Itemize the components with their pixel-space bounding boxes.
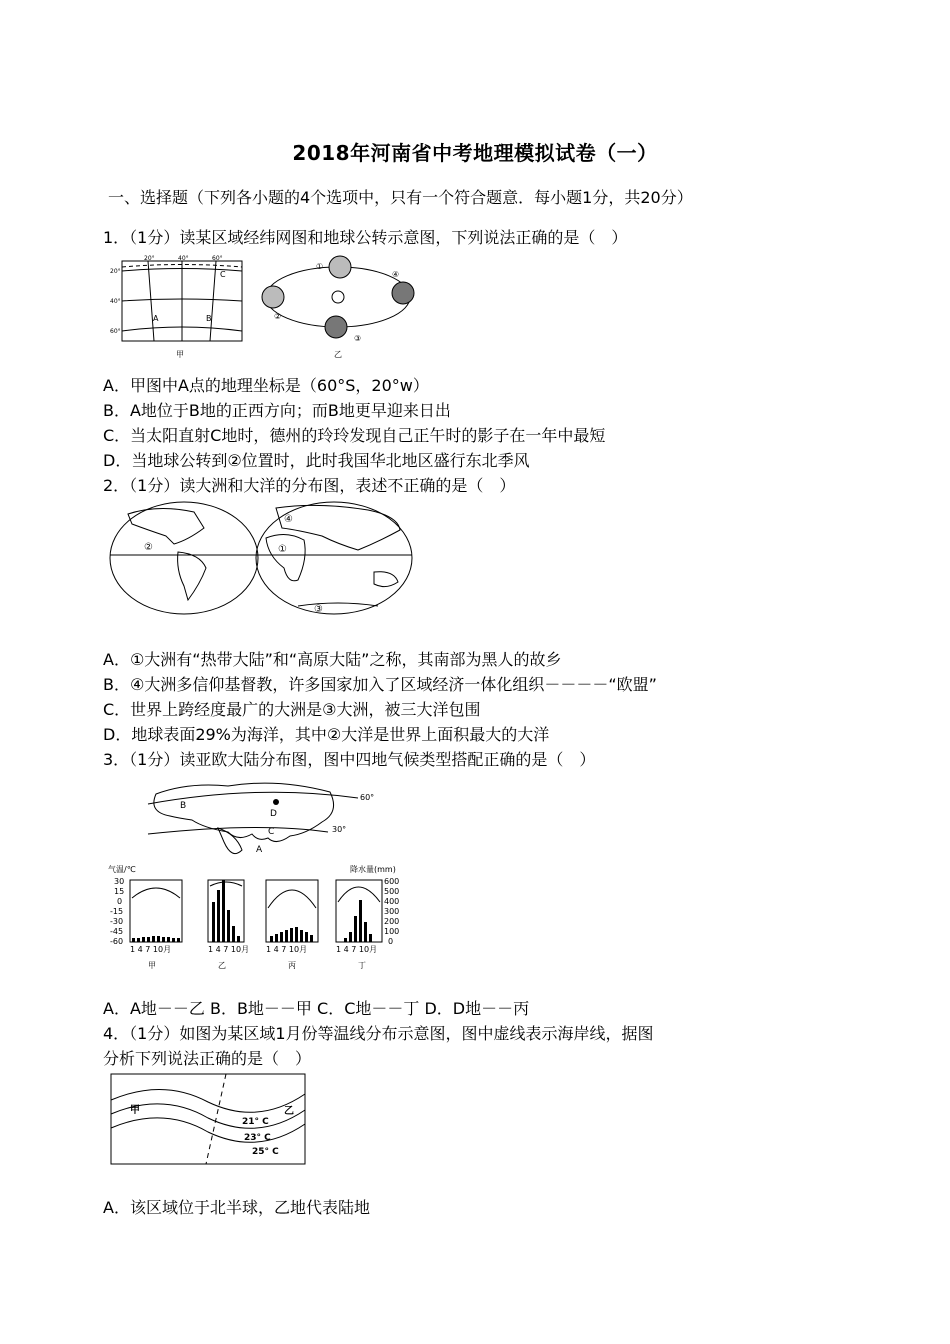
q4-stem-line1: 4．（1分）如图为某区域1月份等温线分布示意图，图中虚线表示海岸线，据图 xyxy=(103,1024,654,1043)
q3-climate-charts xyxy=(108,864,399,970)
precip-tick: 500 xyxy=(384,887,400,896)
q4-isotherm-map xyxy=(108,1072,308,1168)
precip-tick: 0 xyxy=(388,937,394,946)
month-ticks: 1 4 7 10月 xyxy=(336,945,378,954)
q1-graticule-map xyxy=(110,255,242,359)
month-ticks: 1 4 7 10月 xyxy=(208,945,250,954)
earth-icon xyxy=(262,286,284,308)
place-yi: 乙 xyxy=(284,1106,294,1117)
month-ticks: 1 4 7 10月 xyxy=(130,945,172,954)
map-lat-30: 30° xyxy=(332,825,347,834)
month-ticks: 1 4 7 10月 xyxy=(266,945,308,954)
q1-option-b: B．A地位于B地的正西方向；而B地更早迎来日出 xyxy=(103,401,451,420)
figure-caption-yi: 乙 xyxy=(334,350,342,359)
map-point-c: C xyxy=(268,827,275,837)
marker-2: ② xyxy=(144,542,153,553)
temp-ticks xyxy=(110,877,124,946)
precip-axis-title: 降水量(mm) xyxy=(350,865,396,874)
orbit-position-1: ① xyxy=(316,262,324,271)
q2-option-a: A．①大洲有“热带大陆”和“高原大陆”之称，其南部为黑人的故乡 xyxy=(103,650,562,669)
q3-options: A．A地－－乙 B．B地－－甲 C．C地－－丁 D．D地－－丙 xyxy=(103,999,530,1018)
q3-eurasia-map xyxy=(148,783,374,855)
map-lat-60: 60° xyxy=(360,793,375,802)
temp-tick: -30 xyxy=(110,917,124,926)
lon-tick: 60° xyxy=(212,255,223,262)
q3-figure xyxy=(108,772,418,977)
lat-tick: 40° xyxy=(110,298,121,305)
q2-stem: 2．（1分）读大洲和大洋的分布图，表述不正确的是（ ） xyxy=(103,476,516,495)
point-c-label: C xyxy=(220,270,226,279)
climate-chart-bing xyxy=(266,880,318,970)
lat-tick: 20° xyxy=(110,268,121,275)
q1-option-a: A．甲图中A点的地理坐标是（60°S，20°w） xyxy=(103,376,429,395)
isotherm-23: 23° C xyxy=(244,1133,271,1143)
section-heading: 一、选择题（下列各小题的4个选项中，只有一个符合题意．每小题1分，共20分） xyxy=(108,188,693,207)
chart-name-jia: 甲 xyxy=(148,961,156,970)
lat-tick: 60° xyxy=(110,328,121,335)
chart-name-yi: 乙 xyxy=(218,961,226,970)
map-point-b: B xyxy=(180,801,187,811)
orbit-position-4: ④ xyxy=(392,270,400,279)
climate-chart-yi xyxy=(208,880,249,970)
figure-caption-jia: 甲 xyxy=(176,350,184,359)
orbit-position-2: ② xyxy=(274,312,282,321)
q1-figure xyxy=(108,253,418,363)
temp-tick: -60 xyxy=(110,937,124,946)
page-title: 2018年河南省中考地理模拟试卷（一） xyxy=(292,141,658,165)
isotherm-21: 21° C xyxy=(242,1117,269,1127)
q2-option-b: B．④大洲多信仰基督教，许多国家加入了区域经济一体化组织－－－－“欧盟” xyxy=(103,675,657,694)
sun-icon xyxy=(332,291,344,303)
temp-tick: -15 xyxy=(110,907,124,916)
q1-stem: 1．（1分）读某区域经纬网图和地球公转示意图，下列说法正确的是（ ） xyxy=(103,228,628,247)
lon-tick: 20° xyxy=(144,255,155,262)
precip-tick: 100 xyxy=(384,927,400,936)
q1-orbit-diagram xyxy=(262,256,414,359)
q1-option-d: D．当地球公转到②位置时，此时我国华北地区盛行东北季风 xyxy=(103,451,530,470)
temp-tick: -45 xyxy=(110,927,124,936)
precip-tick: 200 xyxy=(384,917,400,926)
climate-chart-ding xyxy=(336,880,382,970)
q4-stem-line2: 分析下列说法正确的是（ ） xyxy=(103,1049,312,1068)
chart-name-ding: 丁 xyxy=(358,961,366,970)
q3-stem: 3．（1分）读亚欧大陆分布图，图中四地气候类型搭配正确的是（ ） xyxy=(103,750,596,769)
q2-world-map xyxy=(108,500,418,618)
marker-3: ③ xyxy=(314,604,323,615)
place-jia: 甲 xyxy=(130,1105,140,1116)
marker-1: ① xyxy=(278,544,287,555)
temp-axis-title: 气温/℃ xyxy=(108,865,136,874)
chart-name-bing: 丙 xyxy=(288,961,296,970)
precip-tick: 300 xyxy=(384,907,400,916)
precip-ticks xyxy=(384,877,399,946)
earth-icon xyxy=(329,256,351,278)
lon-tick: 40° xyxy=(178,255,189,262)
isotherm-25: 25° C xyxy=(252,1147,279,1157)
precip-tick: 400 xyxy=(384,897,400,906)
q2-option-d: D．地球表面29%为海洋，其中②大洋是世界上面积最大的大洋 xyxy=(103,725,550,744)
point-a-label: A xyxy=(153,314,159,323)
q4-option-a: A．该区域位于北半球，乙地代表陆地 xyxy=(103,1198,370,1217)
climate-chart-jia xyxy=(130,880,182,970)
temp-tick: 15 xyxy=(114,887,125,896)
orbit-position-3: ③ xyxy=(354,334,362,343)
point-b-label: B xyxy=(206,314,212,323)
earth-icon xyxy=(325,316,347,338)
temp-tick: 30 xyxy=(114,877,125,886)
q2-option-c: C．世界上跨经度最广的大洲是③大洲，被三大洋包围 xyxy=(103,700,481,719)
marker-4: ④ xyxy=(284,514,293,525)
earth-icon xyxy=(392,282,414,304)
map-point-d: D xyxy=(270,809,277,819)
map-point-a: A xyxy=(256,845,263,855)
q1-option-c: C．当太阳直射C地时，德州的玲玲发现自己正午时的影子在一年中最短 xyxy=(103,426,606,445)
temp-tick: 0 xyxy=(117,897,123,906)
precip-tick: 600 xyxy=(384,877,400,886)
